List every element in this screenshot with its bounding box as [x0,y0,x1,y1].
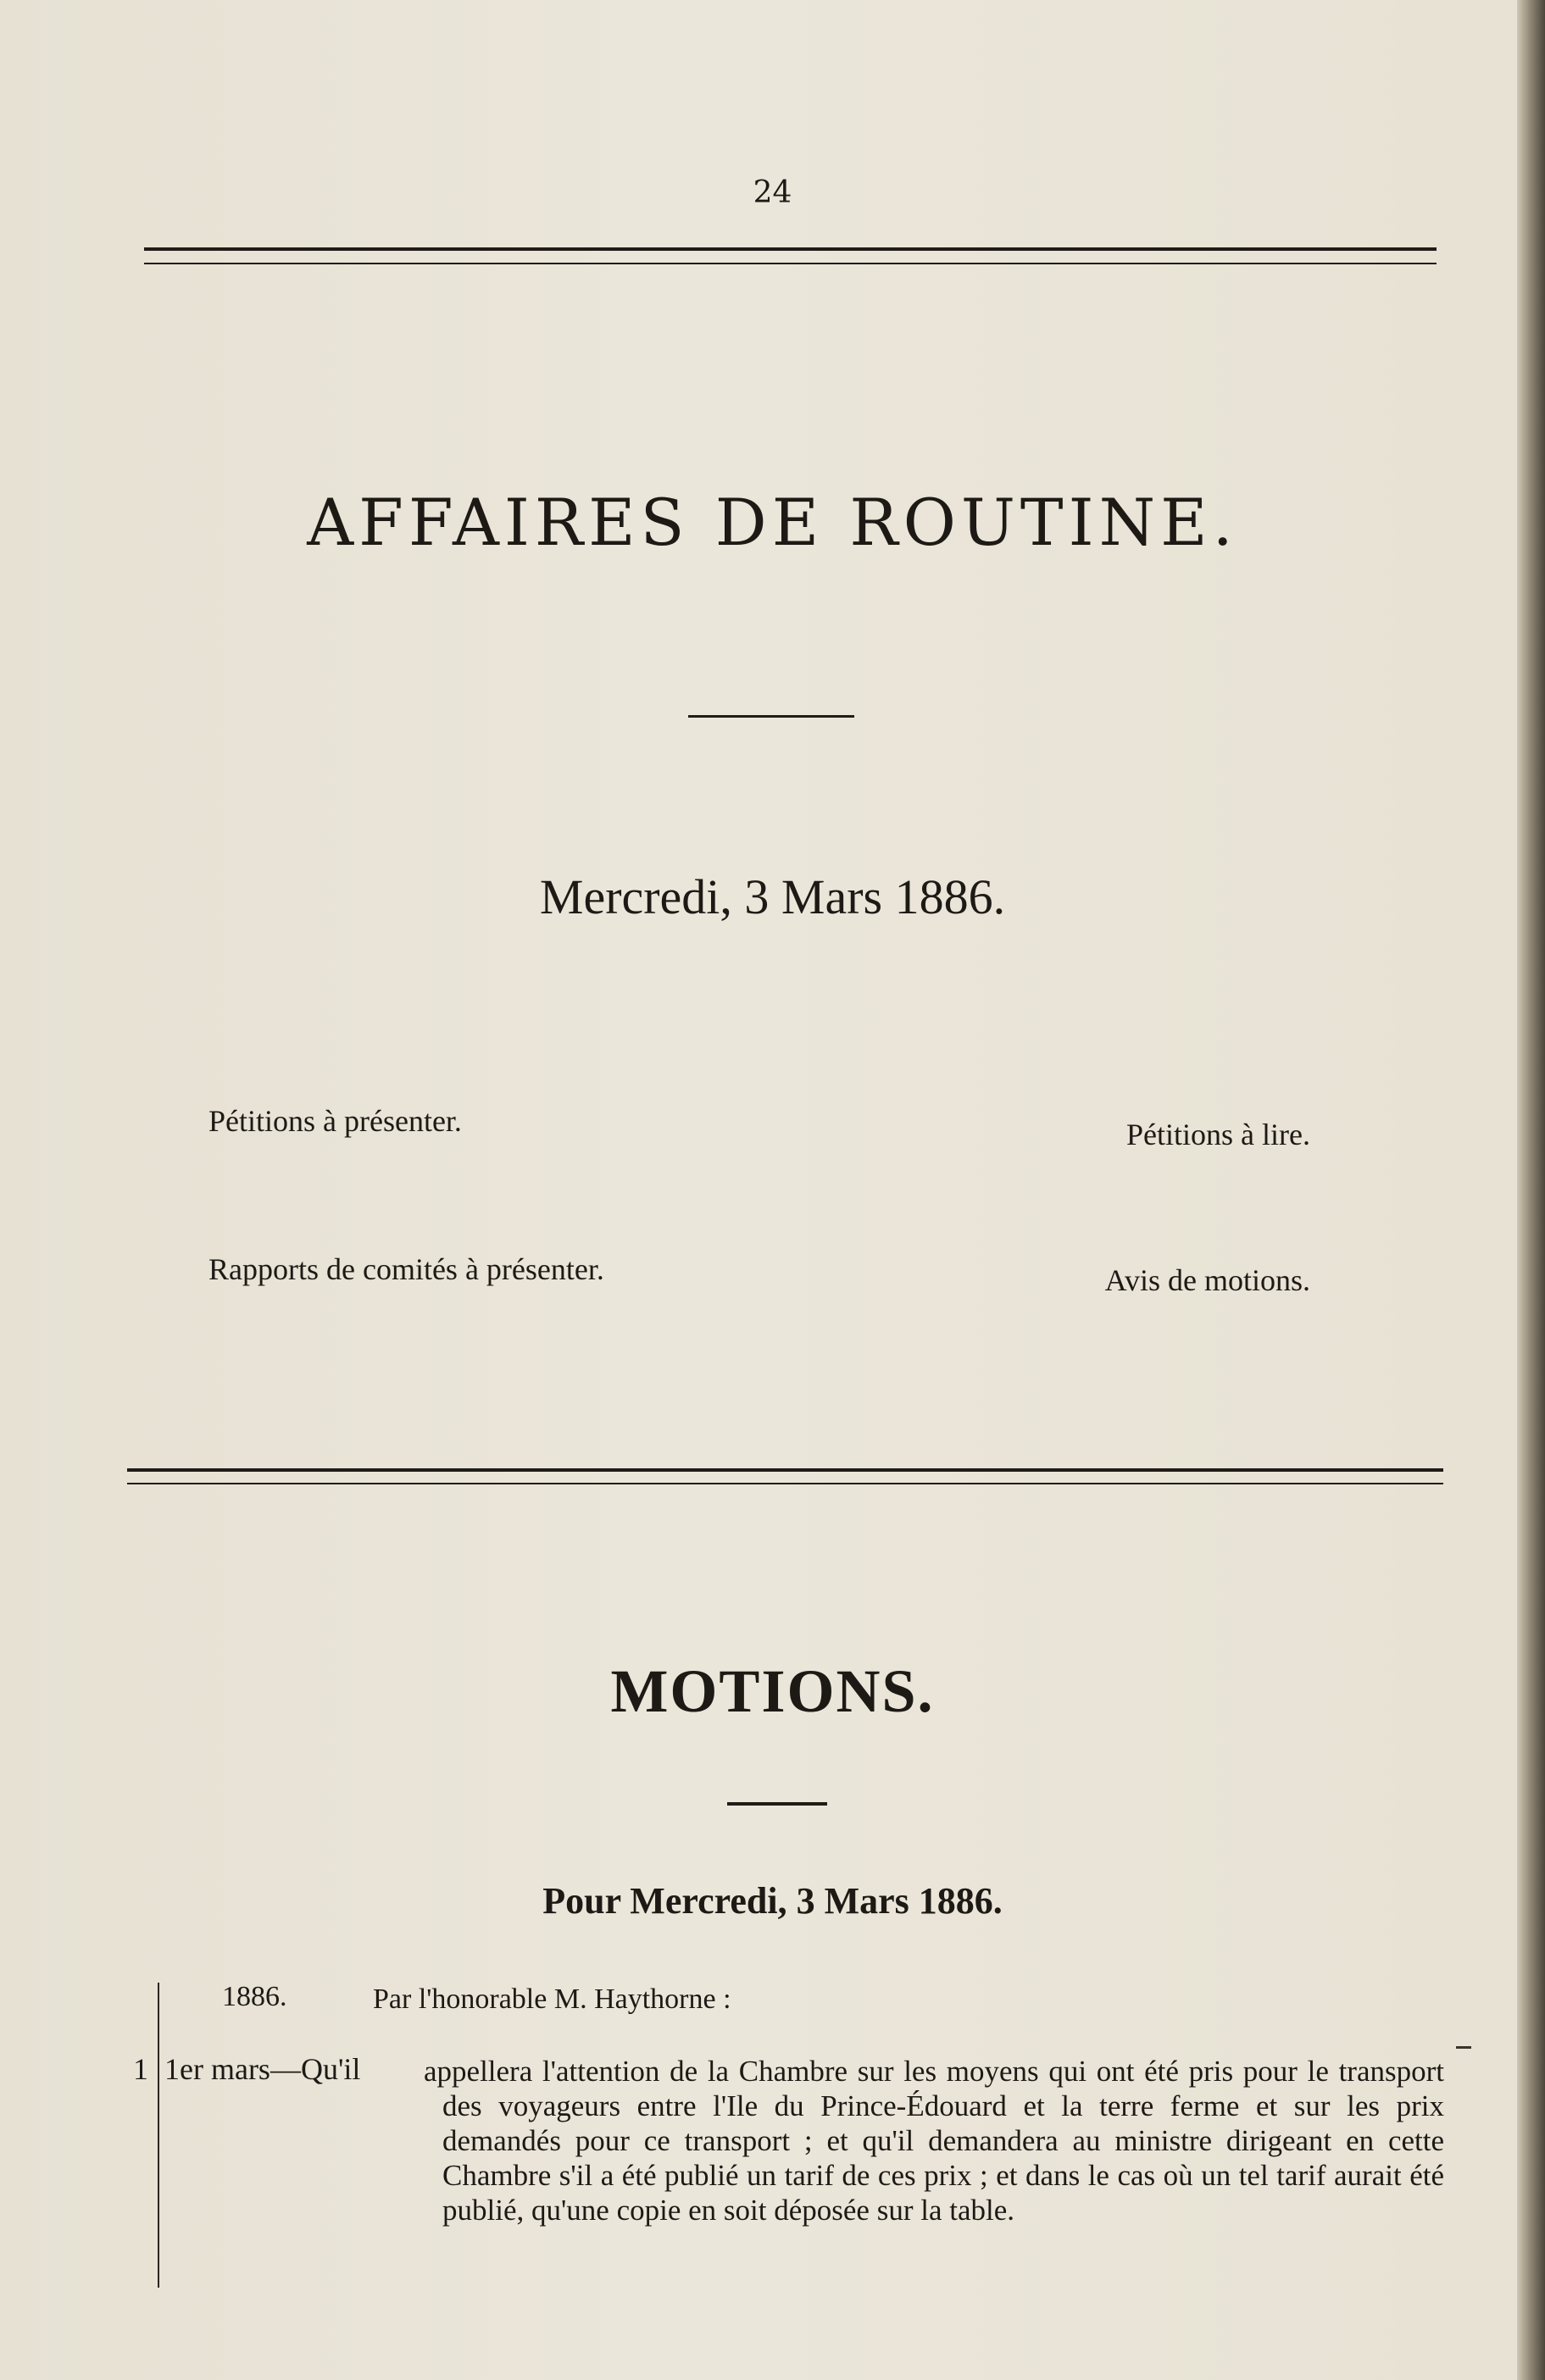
section-title-affaires-de-routine: AFFAIRES DE ROUTINE. [307,485,1238,560]
middle-rule-thin [127,1483,1443,1484]
motion-mover: Par l'honorable M. Haythorne : [373,1983,731,2015]
title-underline-short [688,715,854,718]
motion-date: 1er mars—Qu'il [164,2052,361,2086]
petitions-presenter: Pétitions à présenter. [208,1104,462,1138]
margin-dash [1456,2046,1471,2049]
top-rule-thin [144,263,1437,264]
motion-year: 1886. [222,1981,287,2012]
date-heading: Mercredi, 3 Mars 1886. [539,869,1006,924]
section-title-motions: MOTIONS. [610,1657,935,1725]
motions-date-subheading: Pour Mercredi, 3 Mars 1886. [542,1880,1003,1922]
middle-rule-thick [127,1468,1443,1472]
top-rule-thick [144,247,1437,251]
motions-underline-short [727,1802,827,1806]
binding-edge [1517,0,1545,2380]
petitions-lire: Pétitions à lire. [1126,1118,1310,1151]
avis-motions: Avis de motions. [1104,1263,1310,1297]
rapports-comites: Rapports de comités à présenter. [208,1252,604,1286]
motion-text: appellera l'attention de la Chambre sur les moyens qui ont été pris pour le transport des voyageurs entre l'Ile du Prince-Édouard et la terre ferme et sur les prix demandés pour ce transport ; et qu'il demandera au ministre dirigeant en cette Chambre s'il a été publié un tarif de ces prix ; et dans le cas où un tel tarif aurait été publié, qu'une copie en soit déposée sur la table. [424,2055,1444,2227]
motion-number: 1 [133,2052,148,2086]
motion-margin-bar [158,1983,159,2288]
page-number: 24 [753,175,792,210]
